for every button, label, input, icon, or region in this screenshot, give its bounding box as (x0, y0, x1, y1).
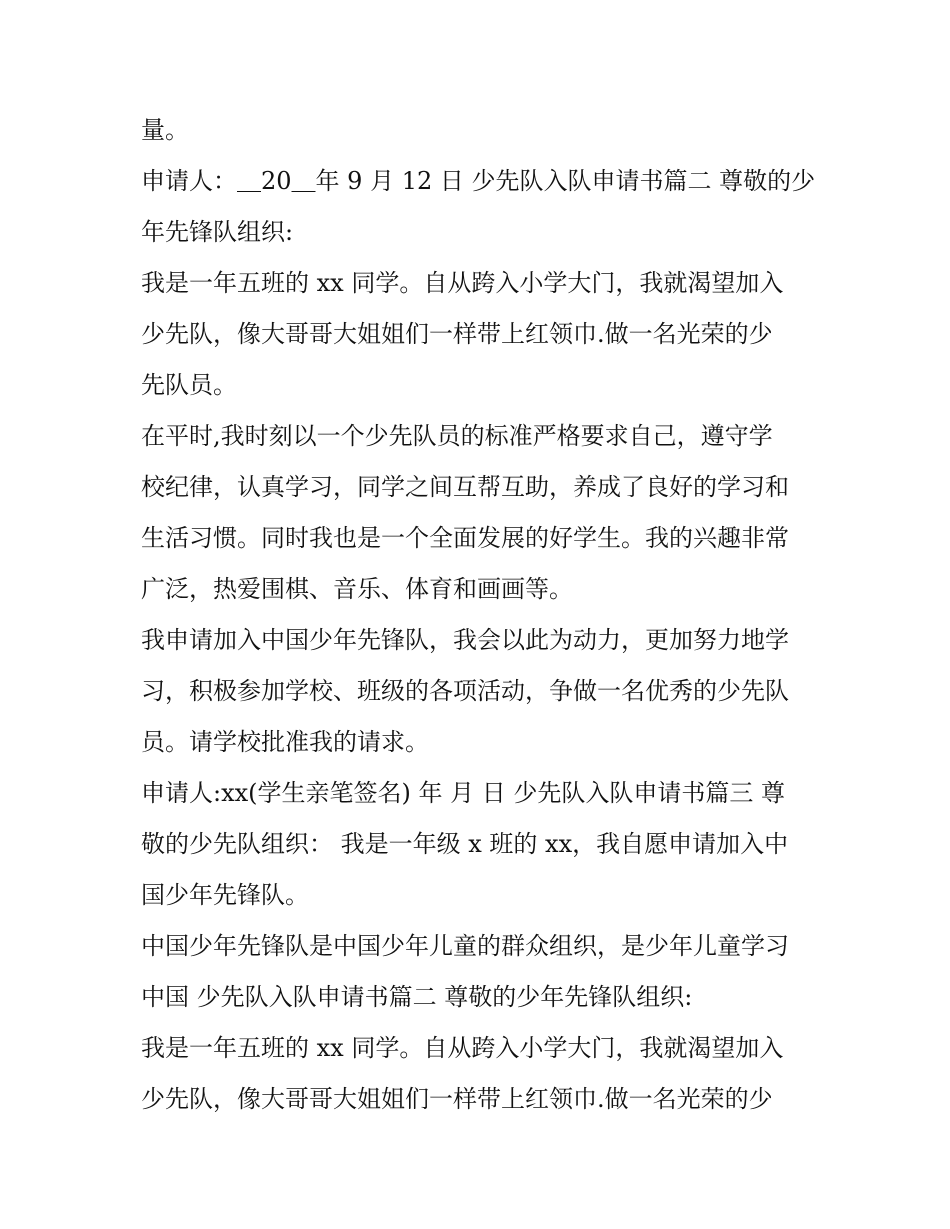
text-line: 生活习惯。同时我也是一个全面发展的好学生。我的兴趣非常 (141, 524, 789, 552)
text-line: 我是一年五班的 xx 同学。自从跨入小学大门，我就渴望加入 (141, 269, 784, 297)
document-body (141, 105, 821, 1125)
text-line: 年先锋队组织: (141, 218, 294, 246)
text-line: 中国 少先队入队申请书篇二 尊敬的少年先锋队组织: (141, 983, 693, 1011)
text-line: 我是一年五班的 xx 同学。自从跨入小学大门，我就渴望加入 (141, 1034, 784, 1062)
text-line: 校纪律，认真学习，同学之间互帮互助，养成了良好的学习和 (141, 473, 789, 501)
text-line: 中国少年先锋队是中国少年儿童的群众组织，是少年儿童学习 (141, 932, 789, 960)
text-line: 申请人:xx(学生亲笔签名) 年 月 日 少先队入队申请书篇三 尊 (141, 779, 786, 807)
text-line: 广泛，热爱围棋、音乐、体育和画画等。 (141, 575, 573, 603)
text-line: 国少年先锋队。 (141, 881, 309, 909)
text-line: 申请人：＿20＿年 9 月 12 日 少先队入队申请书篇二 尊敬的少 (141, 167, 816, 195)
text-line: 少先队，像大哥哥大姐姐们一样带上红领巾.做一名光荣的少 (141, 1085, 773, 1113)
text-line: 敬的少先队组织： 我是一年级 x 班的 xx，我自愿申请加入中 (141, 830, 789, 858)
text-line: 少先队，像大哥哥大姐姐们一样带上红领巾.做一名光荣的少 (141, 320, 773, 348)
text-line: 我申请加入中国少年先锋队，我会以此为动力，更加努力地学 (141, 626, 789, 654)
text-line: 员。请学校批准我的请求。 (141, 728, 429, 756)
text-line: 量。 (141, 116, 189, 144)
text-line: 先队员。 (141, 371, 237, 399)
text-line: 在平时,我时刻以一个少先队员的标准严格要求自己，遵守学 (141, 422, 773, 450)
text-line: 习，积极参加学校、班级的各项活动，争做一名优秀的少先队 (141, 677, 789, 705)
